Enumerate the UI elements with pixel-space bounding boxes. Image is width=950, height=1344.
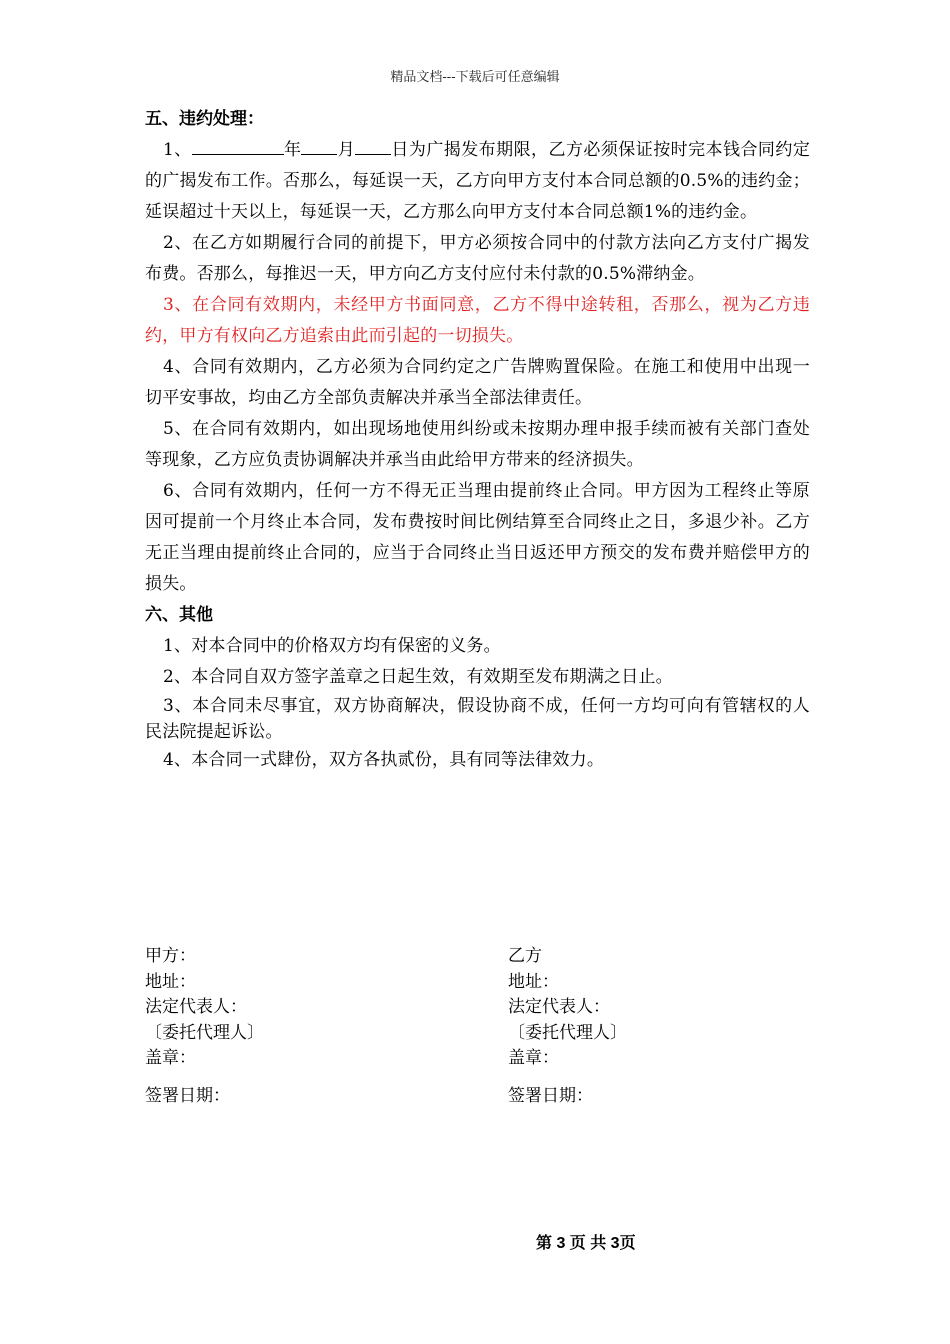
clause-5-3: 3、在合同有效期内，未经甲方书面同意，乙方不得中途转租，否那么，视为乙方违约，甲方有权向乙方追索由此而引起的一切损失。 [145,295,810,346]
party-b-date: 签署日期： [508,1085,593,1106]
party-a-date: 签署日期： [145,1085,230,1106]
section-5-heading: 五、违约处理： [145,109,264,129]
section-6-heading: 六、其他 [145,605,213,625]
clause-5-1 [145,135,810,228]
document-body [145,104,810,776]
clause-6-1: 1、对本合同中的价格双方均有保密的义务。 [163,636,501,656]
party-b-agent: 〔委托代理人〕 [508,1022,627,1043]
party-b-label: 乙方 [508,946,542,966]
party-a-signature-block [145,944,264,1109]
clause-5-5: 5、在合同有效期内，如出现场地使用纠纷或未按期办理申报手续而被有关部门查处等现象，乙方应负责协调解决并承当由此给甲方带来的经济损失。 [145,419,810,470]
page-header: 精品文档---下载后可任意编辑 [390,70,560,85]
clause-6-4: 4、本合同一式肆份，双方各执贰份，具有同等法律效力。 [163,750,605,770]
clause-5-4: 4、合同有效期内，乙方必须为合同约定之广告牌购置保险。在施工和使用中出现一切平安事故，均由乙方全部负责解决并承当全部法律责任。 [145,357,810,408]
clause-5-6: 6、合同有效期内，任何一方不得无正当理由提前终止合同。甲方因为工程终止等原因可提前一个月终止本合同，发布费按时间比例结算至合同终止之日，多退少补。乙方无正当理由提前终止合同的，应当于合同终止当日返还甲方预交的发布费并赔偿甲方的损失。 [145,481,810,594]
party-a-rep: 法定代表人： [145,997,247,1017]
party-b-address: 地址： [508,971,559,992]
year-label: 年 [283,140,302,160]
month-blank [301,136,337,155]
party-a-seal: 盖章： [145,1048,196,1068]
party-a-address: 地址： [145,971,196,992]
party-b-seal: 盖章： [508,1048,559,1068]
page-number: 第 3 页 共 3页 [536,1235,636,1252]
year-blank [192,136,284,155]
clause-6-2: 2、本合同自双方签字盖章之日起生效，有效期至发布期满之日止。 [163,667,673,687]
clause-5-1-text: 日为广揭发布期限，乙方必须保证按时完本钱合同约定的广揭发布工作。否那么，每延误一天，乙方向甲方支付本合同总额的0.5%的违约金；延误超过十天以上，每延误一天，乙方那么向甲方支付本合同总额1%的违约金。 [145,140,811,222]
party-b-signature-block [508,944,627,1109]
clause-5-2: 2、在乙方如期履行合同的前提下，甲方必须按合同中的付款方法向乙方支付广揭发布费。否那么，每推迟一天，甲方向乙方支付应付未付款的0.5%滞纳金。 [145,233,810,284]
party-b-rep: 法定代表人： [508,997,610,1017]
clause-6-3: 3、本合同未尽事宜，双方协商解决，假设协商不成，任何一方均可向有管辖权的人民法院提起诉讼。 [145,696,810,742]
day-blank [355,136,391,155]
party-a-agent: 〔委托代理人〕 [145,1022,264,1043]
clause-5-1-number: 1、 [163,140,192,160]
party-a-label: 甲方： [145,946,196,966]
month-label: 月 [337,140,356,160]
